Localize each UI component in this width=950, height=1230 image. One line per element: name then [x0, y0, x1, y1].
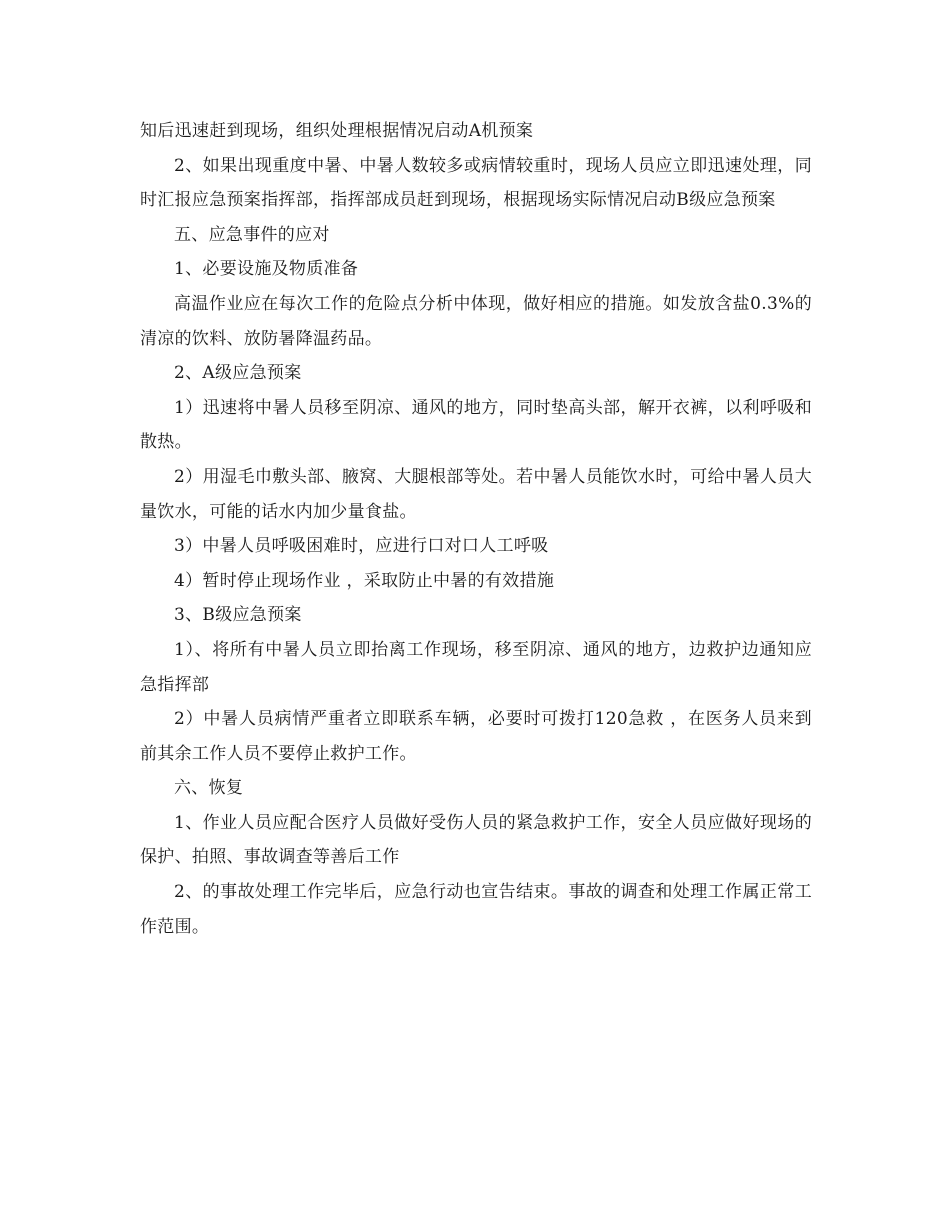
- paragraph-recovery-2: 2、的事故处理工作完毕后，应急行动也宣告结束。事故的调查和处理工作属正常工作范围。: [140, 882, 812, 937]
- section-heading-emergency-response: 五、应急事件的应对: [174, 224, 330, 245]
- paragraph-continuation: 知后迅速赶到现场，组织处理根据情况启动A机预案: [140, 121, 534, 141]
- list-item-a-2: 2）用湿毛巾敷头部、腋窝、大腿根部等处。若中暑人员能饮水时，可给中暑人员大量饮水，可能的话水内加少量食盐。: [140, 466, 812, 522]
- list-item-a-3: 3）中暑人员呼吸困难时，应进行口对口人工呼吸: [174, 536, 549, 557]
- paragraph-high-temperature-measures: 高温作业应在每次工作的危险点分析中体现，做好相应的措施。如发放含盐0.3%的清凉的饮料、放防暑降温药品。: [140, 293, 812, 349]
- subheading-facilities-preparation: 1、必要设施及物质准备: [174, 259, 359, 280]
- list-item-a-1: 1）迅速将中暑人员移至阴凉、通风的地方，同时垫高头部，解开衣裤，以利呼吸和散热。: [140, 397, 812, 453]
- list-item-b-1: 1）、将所有中暑人员立即抬离工作现场，移至阴凉、通风的地方，边救护边通知应急指挥部: [140, 639, 812, 695]
- document-body: [140, 114, 812, 944]
- section-heading-recovery: 六、恢复: [174, 778, 244, 799]
- subheading-level-a-plan: 2、A级应急预案: [174, 363, 302, 384]
- list-item-b-2: 2）中暑人员病情严重者立即联系车辆，必要时可拨打120急救 ，在医务人员来到前其余工作人员不要停止救护工作。: [140, 709, 812, 764]
- subheading-level-b-plan: 3、B级应急预案: [174, 605, 302, 626]
- paragraph-recovery-1: 1、作业人员应配合医疗人员做好受伤人员的紧急救护工作，安全人员应做好现场的保护、拍照、事故调查等善后工作: [140, 812, 812, 868]
- list-item-a-4: 4）暂时停止现场作业 ，采取防止中暑的有效措施: [174, 570, 555, 591]
- paragraph-severe-heatstroke-response: 2、如果出现重度中暑、中暑人数较多或病情较重时，现场人员应立即迅速处理，同时汇报应急预案指挥部，指挥部成员赶到现场，根据现场实际情况启动B级应急预案: [140, 155, 812, 211]
